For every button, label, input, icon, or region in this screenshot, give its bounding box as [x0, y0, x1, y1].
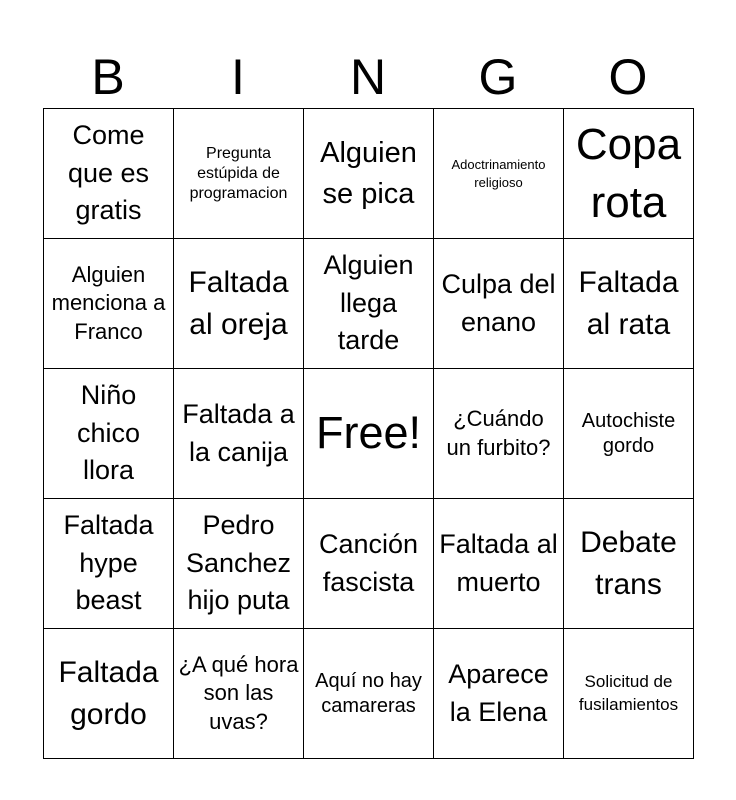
cell-text: Aquí no hay camareras — [315, 669, 422, 717]
cell-text: Pregunta estúpida de programacion — [189, 144, 288, 202]
header-letter-b: B — [91, 49, 125, 105]
bingo-cell[interactable] — [44, 109, 174, 239]
cell-text: Culpa del enano — [441, 268, 556, 337]
cell-text: Faltada hype beast — [63, 509, 154, 616]
bingo-grid — [43, 108, 694, 759]
cell-text: Aparece la Elena — [448, 658, 549, 727]
bingo-cell[interactable] — [564, 499, 694, 629]
bingo-cell[interactable] — [44, 629, 174, 759]
cell-text: Faltada al rata — [578, 265, 679, 341]
cell-text: Free! — [315, 407, 422, 459]
grid-row-2 — [44, 239, 694, 369]
bingo-cell[interactable] — [304, 239, 434, 369]
grid-row-4 — [44, 499, 694, 629]
bingo-cell[interactable] — [564, 239, 694, 369]
bingo-header — [43, 46, 693, 108]
bingo-cell[interactable] — [174, 239, 304, 369]
cell-text: Come que es gratis — [67, 119, 150, 226]
header-letter-g: G — [478, 49, 518, 105]
bingo-cell[interactable] — [434, 499, 564, 629]
grid-row-3 — [44, 369, 694, 499]
bingo-cell[interactable] — [174, 369, 304, 499]
header-letter-i: I — [231, 49, 245, 105]
bingo-cell[interactable] — [304, 629, 434, 759]
header-letter-o: O — [608, 49, 648, 105]
cell-text: Copa rota — [575, 120, 682, 227]
bingo-cell[interactable] — [44, 239, 174, 369]
cell-text: ¿A qué hora son las uvas? — [178, 651, 299, 734]
header-letter-n: N — [349, 49, 387, 105]
cell-text: Faltada gordo — [58, 655, 159, 731]
bingo-cell[interactable] — [304, 499, 434, 629]
cell-text: Faltada al oreja — [188, 265, 289, 341]
bingo-cell[interactable] — [44, 369, 174, 499]
cell-text: Alguien se pica — [320, 136, 417, 210]
free-cell[interactable] — [304, 369, 434, 499]
bingo-cell[interactable] — [304, 109, 434, 239]
bingo-cell[interactable] — [174, 629, 304, 759]
cell-text: Adoctrinamiento religioso — [451, 156, 546, 190]
bingo-cell[interactable] — [174, 109, 304, 239]
cell-text: Niño chico llora — [76, 379, 141, 486]
bingo-cell[interactable] — [434, 629, 564, 759]
bingo-cell[interactable] — [44, 499, 174, 629]
cell-text: Faltada al muerto — [439, 528, 558, 597]
bingo-cell[interactable] — [564, 369, 694, 499]
cell-text: Alguien menciona a Franco — [51, 261, 166, 344]
bingo-cell[interactable] — [174, 499, 304, 629]
cell-text: Faltada a la canija — [182, 398, 295, 467]
bingo-cell[interactable] — [434, 239, 564, 369]
grid-row-1 — [44, 109, 694, 239]
bingo-cell[interactable] — [564, 109, 694, 239]
bingo-cell[interactable] — [434, 369, 564, 499]
grid-row-5 — [44, 629, 694, 759]
cell-text: Debate trans — [580, 525, 677, 601]
cell-text: Alguien llega tarde — [323, 249, 414, 356]
bingo-cell[interactable] — [434, 109, 564, 239]
cell-text: Pedro Sanchez hijo puta — [185, 509, 292, 616]
cell-text: Canción fascista — [318, 528, 419, 597]
bingo-cell[interactable] — [564, 629, 694, 759]
cell-text: ¿Cuándo un furbito? — [446, 405, 551, 460]
cell-text: Solicitud de fusilamientos — [578, 672, 679, 714]
cell-text: Autochiste gordo — [581, 409, 676, 457]
